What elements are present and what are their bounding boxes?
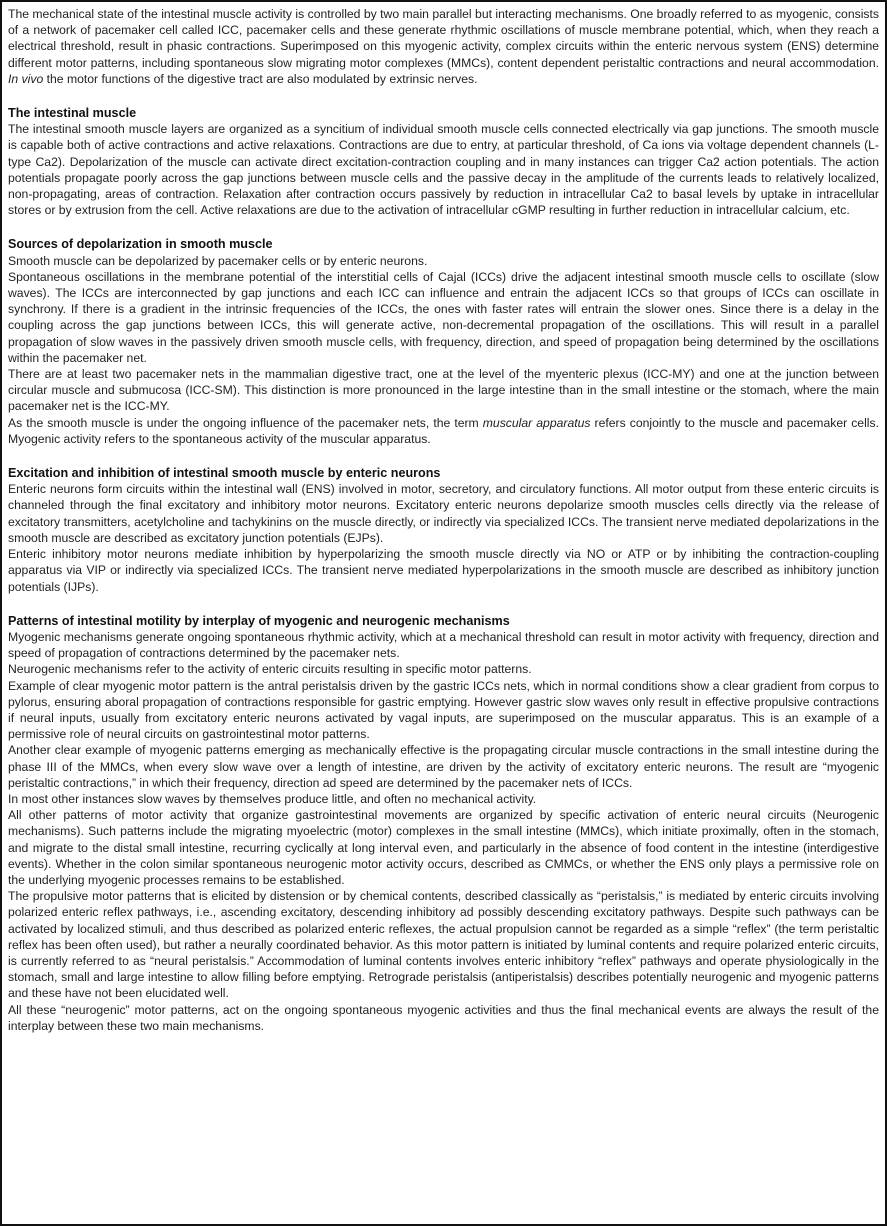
paragraph: Smooth muscle can be depolarized by pacemaker cells or by enteric neurons. <box>8 253 428 268</box>
paragraph-text-b: refers conjointly to the muscle and pacemaker cells. Myogenic activity refers to the spontaneous activity of the muscular apparatus. <box>8 415 879 446</box>
paragraph: The intestinal smooth muscle layers are organized as a syncitium of individual smooth muscle cells connected electrically via gap junctions. The smooth muscle is capable both of active contractions and active relaxations. Contractions are due to entry, at particular threshold, of Ca ions via voltage dependent channels (L-type Ca2). Depolarization of the muscle can activate direct excitation-contraction coupling and in many instances can trigger Ca2 action potentials. The action potentials propagate poorly across the gap junctions between muscle cells and the passive decay in the amplitude of the currents leads to relatively localized, non-propagating, areas of contraction. Relaxation after contraction occurs passively by reduction in intracellular Ca2 to basal levels by uptake in intracellular stores or by extrusion from the cell. Active relaxations are due to the activation of intracellular cGMP resulting in further reduction in intracellular calcium, etc. <box>8 122 879 218</box>
document-body <box>8 6 879 1034</box>
section-motility-patterns <box>8 613 879 1034</box>
paragraph: Another clear example of myogenic patterns emerging as mechanically effective is the propagating circular muscle contractions in the small intestine during the phase III of the MMCs, when every slow wave over a length of intestine, are driven by the activity of excitatory enteric neurons. The result are “myogenic peristaltic contractions,” in which their frequency, direction ad speed are determined by the pacemaker nets of ICCs. <box>8 743 879 790</box>
paragraph: In most other instances slow waves by themselves produce little, and often no mechanical activity. <box>8 791 537 806</box>
paragraph: Enteric neurons form circuits within the intestinal wall (ENS) involved in motor, secretory, and circulatory functions. All motor output from these enteric circuits is channeled through the final excitatory and inhibitory motor neurons. Excitatory enteric neurons depolarize smooth muscles cells directly via the release of excitatory transmitters, acetylcholine and tachykinins on the muscle directly, or indirectly via specialized ICCs. The transient nerve mediated depolarizations in the smooth muscle are described as excitatory junction potentials (EJPs). <box>8 482 879 545</box>
section-sources-of-depolarization <box>8 236 879 447</box>
intro-text-a: The mechanical state of the intestinal muscle activity is controlled by two main parallel but interacting mechanisms. One broadly referred to as myogenic, consists of a network of pacemaker cell called ICC, pacemaker cells and these generate rhythmic oscillations of muscle membrane potential, which, when they reach a electrical threshold, result in phasic contractions. Superimposed on this myogenic activity, complex circuits within the enteric nervous system (ENS) determine different motor patterns, including spontaneous slow migrating motor complexes (MMCs), content dependent peristaltic contractions and neural accommodation. <box>8 7 879 70</box>
paragraph: Example of clear myogenic motor pattern is the antral peristalsis driven by the gastric ICCs nets, which in normal conditions show a clear gradient from corpus to pylorus, ensuring aboral propagation of contractions responsible for gastric emptying. However gastric slow waves only result in effective propulsive contractions if neural inputs, usually from excitatory enteric neurons activated by vagal inputs, are superimposed on the muscular apparatus. This is an example of a permissive role of neural circuits on gastrointestinal motor patterns. <box>8 678 879 742</box>
paragraph: All these “neurogenic” motor patterns, act on the ongoing spontaneous myogenic activities and thus the final mechanical events are always the result of the interplay between these two main mechanisms. <box>8 1002 879 1033</box>
section-heading: The intestinal muscle <box>8 106 137 121</box>
paragraph: All other patterns of motor activity that organize gastrointestinal movements are organized by specific activation of enteric neural circuits (Neurogenic mechanisms). Such patterns include the migrating myoelectric (motor) complexes in the small intestine (MMCs), which initiate proximally, often in the stomach, and migrate to the distal small intestine, recurring cyclically at long interval even, and particularly in the absence of food content in the intestine (interdigestive events). Whether in the colon similar spontaneous neurogenic motor activity occurs, described as CMMCs, or whether the ENS only plays a permissive role on the underlying myogenic processes remains to be established. <box>8 808 879 887</box>
intro-paragraph <box>8 6 879 87</box>
paragraph: Myogenic mechanisms generate ongoing spontaneous rhythmic activity, which at a mechanical threshold can result in motor activity with frequency, direction and speed of propagation of contractions determined by the pacemaker nets. <box>8 629 879 661</box>
intro-text-b: the motor functions of the digestive tract are also modulated by extrinsic nerves. <box>43 71 478 86</box>
paragraph-text-a: As the smooth muscle is under the ongoing influence of the pacemaker nets, the term <box>8 415 483 430</box>
intro-emphasis: In vivo <box>8 71 44 86</box>
paragraph: There are at least two pacemaker nets in the mammalian digestive tract, one at the level of the myenteric plexus (ICC-MY) and one at the junction between circular muscle and submucosa (ICC-SM). This distinction is more pronounced in the large intestine than in the small intestine or the stomach, where the main pacemaker net is the ICC-MY. <box>8 367 879 414</box>
paragraph <box>8 415 879 447</box>
section-intestinal-muscle <box>8 105 879 218</box>
section-heading: Excitation and inhibition of intestinal smooth muscle by enteric neurons <box>8 466 441 481</box>
section-heading: Sources of depolarization in smooth muscle <box>8 237 273 252</box>
paragraph: Enteric inhibitory motor neurons mediate inhibition by hyperpolarizing the smooth muscle directly via NO or ATP or by inhibiting the contraction-coupling apparatus via VIP or indirectly via specialized ICCs. The transient nerve mediated hyperpolarizations in the smooth muscle are described as inhibitory junction potentials (IJPs). <box>8 547 879 594</box>
paragraph-emphasis: muscular apparatus <box>482 415 591 430</box>
paragraph: Neurogenic mechanisms refer to the activity of enteric circuits resulting in specific motor patterns. <box>8 662 532 677</box>
section-excitation-inhibition <box>8 465 879 595</box>
paragraph: The propulsive motor patterns that is elicited by distension or by chemical contents, described classically as “peristalsis,” is mediated by enteric circuits involving polarized enteric reflex pathways, i.e., ascending excitatory, descending inhibitory ad possibly descending excitatory pathways. Despite such pathways can be activated by localized stimuli, and thus described as polarized enteric reflexes, the actual propulsion cannot be regarded as a simple “reflex” (the term peristaltic reflex has been often used), but rather a neurally coordinated behavior. As this motor pattern is initiated by luminal contents and require polarized enteric circuits, is currently referred to as “neural peristalsis.” Accommodation of luminal contents involves enteric inhibitory “reflex” pathways and operate physiologically in the stomach, small and large intestine to allow filling before emptying. Retrograde peristalsis (antiperistalsis) describes potentially neurogenic and myogenic patterns and these have not been elucidated well. <box>8 889 879 1001</box>
paragraph: Spontaneous oscillations in the membrane potential of the interstitial cells of Cajal (ICCs) drive the adjacent intestinal smooth muscle cells to oscillate (slow waves). The ICCs are interconnected by gap junctions and each ICC can influence and entrain the adjacent ICCs so that groups of ICCs can oscillate in synchrony. If there is a gradient in the intrinsic frequencies of the ICCs, the ones with faster rates will entrain the slower ones. Since there is a delay in the coupling across the gap junctions between ICCs, this will generate active, non-decremental propagation of the oscillations. This will result in a parallel propagation of slow waves in the passively driven smooth muscle cells, with frequency, direction, and speed of propagation being determined by the oscillations within the pacemaker net. <box>8 269 879 365</box>
section-heading: Patterns of intestinal motility by interplay of myogenic and neurogenic mechanisms <box>8 613 510 628</box>
